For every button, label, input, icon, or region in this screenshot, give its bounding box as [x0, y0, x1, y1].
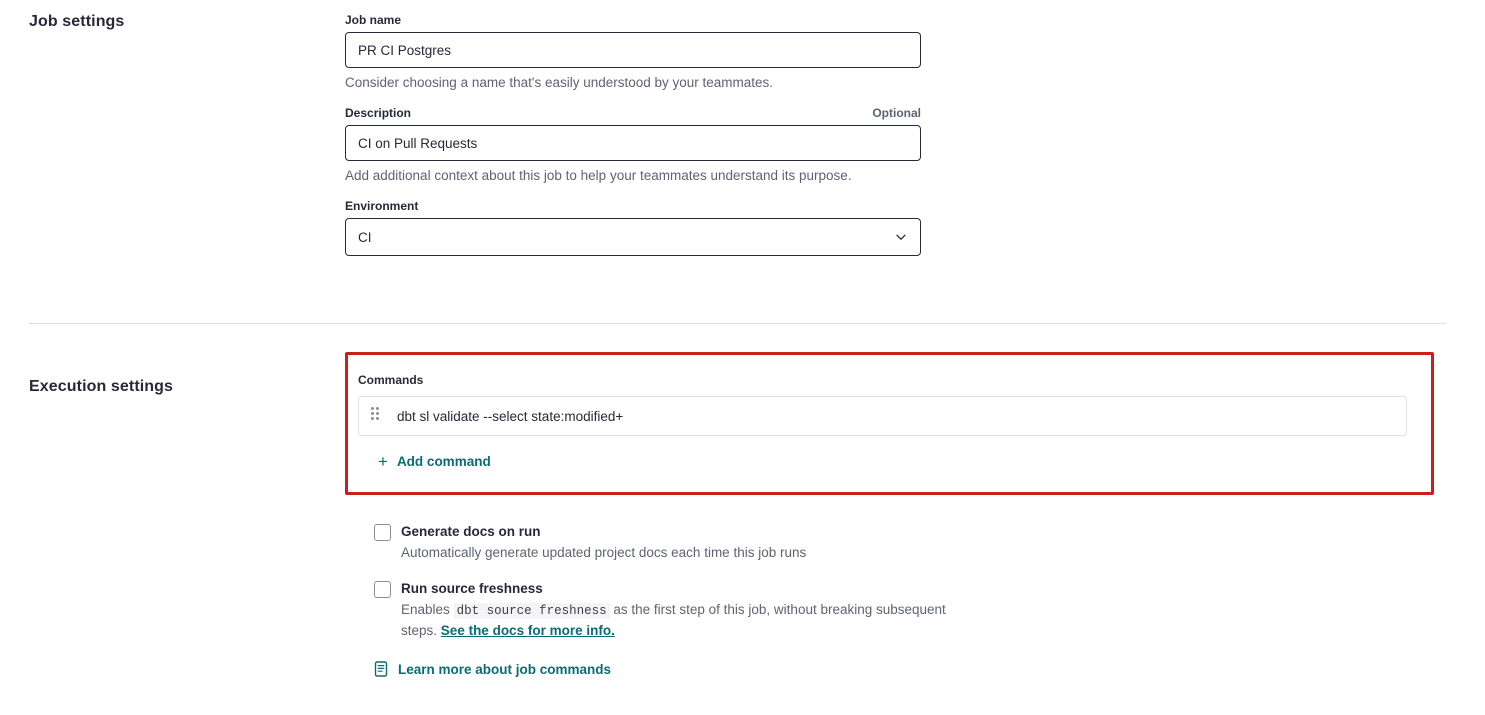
execution-settings-section: [0, 352, 1485, 495]
source-freshness-docs-link[interactable]: See the docs for more info.: [440, 623, 615, 638]
option-source-freshness: [374, 579, 1134, 641]
command-text[interactable]: dbt sl validate --select state:modified+: [397, 408, 624, 424]
commands-label: Commands: [358, 373, 424, 387]
environment-field-group: [345, 199, 921, 256]
generate-docs-text-block: [401, 522, 806, 563]
source-freshness-desc-before: Enables: [401, 602, 450, 617]
command-row[interactable]: [358, 396, 1407, 436]
source-freshness-description: [401, 600, 946, 641]
generate-docs-title: Generate docs on run: [401, 524, 541, 539]
execution-options-list: [374, 522, 1134, 657]
execution-settings-heading: Execution settings: [29, 378, 174, 395]
generate-docs-checkbox[interactable]: [374, 524, 391, 541]
learn-more-label: Learn more about job commands: [398, 661, 612, 677]
job-settings-body: [345, 13, 1405, 272]
book-icon: [374, 661, 388, 677]
description-help-text: Add additional context about this job to help your teammates understand its purpose.: [345, 168, 852, 183]
execution-settings-body: [345, 352, 1405, 495]
generate-docs-description: Automatically generate updated project docs each time this job runs: [401, 545, 807, 560]
job-name-field-group: [345, 13, 921, 90]
add-command-button[interactable]: [378, 453, 491, 470]
environment-label: Environment: [345, 199, 419, 213]
environment-select[interactable]: [345, 218, 921, 256]
job-settings-heading: Job settings: [29, 13, 125, 30]
description-label-row: [345, 106, 921, 120]
description-input[interactable]: [345, 125, 921, 161]
section-divider: [29, 323, 1446, 324]
add-command-label: Add command: [396, 454, 491, 469]
job-settings-section: [0, 0, 1485, 272]
environment-label-row: [345, 199, 921, 213]
environment-selected-value: CI: [358, 229, 372, 245]
description-field-group: [345, 106, 921, 183]
source-freshness-title: Run source freshness: [401, 581, 543, 596]
learn-more-about-job-commands-link[interactable]: [374, 661, 611, 677]
source-freshness-text-block: [401, 579, 946, 641]
plus-icon: +: [378, 452, 388, 471]
job-name-label-row: [345, 13, 921, 27]
job-name-help-text: Consider choosing a name that's easily understood by your teammates.: [345, 75, 774, 90]
source-freshness-command-code: dbt source freshness: [454, 603, 610, 619]
source-freshness-checkbox[interactable]: [374, 581, 391, 598]
commands-highlight-box: [345, 352, 1434, 495]
description-label: Description: [345, 106, 412, 120]
source-freshness-desc-middle: as the first step of this job, without breaking subsequent steps.: [401, 602, 946, 638]
description-optional-tag: Optional: [872, 106, 921, 120]
job-name-label: Job name: [345, 13, 402, 27]
environment-select-wrapper: [345, 218, 921, 256]
drag-handle-icon[interactable]: [371, 407, 383, 425]
option-generate-docs: [374, 522, 1134, 563]
job-name-input[interactable]: [345, 32, 921, 68]
